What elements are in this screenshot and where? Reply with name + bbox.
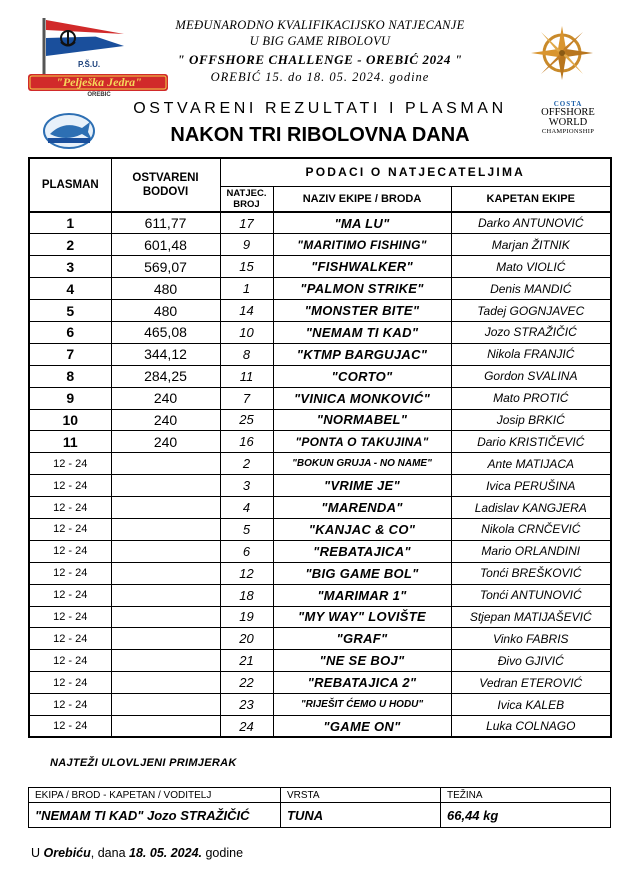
col-header-broj-line1: NATJEC. [226, 187, 267, 199]
competitor-number-cell: 15 [220, 256, 273, 278]
captain-cell: Tonći BREŠKOVIĆ [451, 562, 611, 584]
captain-cell: Stjepan MATIJAŠEVIĆ [451, 606, 611, 628]
team-name-cell: "NEMAM TI KAD" [273, 321, 451, 343]
competitor-number-cell: 14 [220, 300, 273, 322]
catch-col-species: VRSTA [281, 788, 441, 803]
table-row [29, 409, 611, 431]
header-line-event: " OFFSHORE CHALLENGE - OREBIĆ 2024 " [177, 52, 463, 67]
placement-cell: 12 - 24 [29, 584, 111, 606]
captain-cell: Nikola CRNČEVIĆ [451, 518, 611, 540]
points-cell [111, 584, 220, 606]
table-row [29, 606, 611, 628]
placement-cell: 2 [29, 234, 111, 256]
header-line-competition: MEĐUNARODNO KVALIFIKACIJSKO NATJECANJE [175, 18, 465, 32]
placement-cell: 12 - 24 [29, 475, 111, 497]
footer-date: 18. 05. 2024. [129, 846, 202, 860]
competitor-number-cell: 21 [220, 650, 273, 672]
table-row [29, 234, 611, 256]
competitor-number-cell: 8 [220, 343, 273, 365]
placement-cell: 12 - 24 [29, 497, 111, 519]
table-row [29, 497, 611, 519]
points-cell [111, 694, 220, 716]
competitor-number-cell: 12 [220, 562, 273, 584]
biggest-catch-title: NAJTEŽI ULOVLJENI PRIMJERAK [50, 757, 237, 769]
table-row [29, 321, 611, 343]
footer-prefix: U [31, 846, 41, 860]
team-name-cell: "MY WAY" LOVIŠTE [273, 606, 451, 628]
placement-cell: 11 [29, 431, 111, 453]
points-cell [111, 540, 220, 562]
catch-weight: 66,44 kg [441, 803, 611, 828]
team-name-cell: "BOKUN GRUJA - NO NAME" [273, 453, 451, 475]
points-cell: 569,07 [111, 256, 220, 278]
placement-cell: 12 - 24 [29, 562, 111, 584]
captain-cell: Darko ANTUNOVIĆ [451, 212, 611, 234]
team-name-cell: "REBATAJICA 2" [273, 672, 451, 694]
captain-cell: Ivica KALEB [451, 694, 611, 716]
table-row [29, 694, 611, 716]
points-cell [111, 497, 220, 519]
competitor-number-cell: 22 [220, 672, 273, 694]
placement-cell: 12 - 24 [29, 518, 111, 540]
col-header-broj [220, 186, 273, 212]
table-row [29, 387, 611, 409]
competitor-number-cell: 9 [220, 234, 273, 256]
placement-cell: 6 [29, 321, 111, 343]
competitor-number-cell: 10 [220, 321, 273, 343]
team-name-cell: "GRAF" [273, 628, 451, 650]
captain-cell: Josip BRKIĆ [451, 409, 611, 431]
col-header-broj-line2: BROJ [233, 198, 260, 210]
placement-cell: 12 - 24 [29, 453, 111, 475]
team-name-cell: "VRIME JE" [273, 475, 451, 497]
captain-cell: Dario KRISTIČEVIĆ [451, 431, 611, 453]
col-header-plasman: PLASMAN [29, 158, 111, 212]
table-row [29, 562, 611, 584]
table-row [29, 650, 611, 672]
team-name-cell: "FISHWALKER" [273, 256, 451, 278]
team-name-cell: "MA LU" [273, 212, 451, 234]
results-subtitle: NAKON TRI RIBOLOVNA DANA [170, 124, 470, 146]
competitor-number-cell: 5 [220, 518, 273, 540]
competitor-number-cell: 4 [220, 497, 273, 519]
points-cell: 611,77 [111, 212, 220, 234]
team-name-cell: "RIJEŠIT ĆEMO U HODU" [273, 694, 451, 716]
footer-place: Orebiću [43, 846, 91, 860]
points-cell: 344,12 [111, 343, 220, 365]
placement-cell: 12 - 24 [29, 672, 111, 694]
team-name-cell: "BIG GAME BOL" [273, 562, 451, 584]
captain-cell: Mato VIOLIĆ [451, 256, 611, 278]
placement-cell: 12 - 24 [29, 694, 111, 716]
competitor-number-cell: 16 [220, 431, 273, 453]
points-cell [111, 672, 220, 694]
team-name-cell: "MONSTER BITE" [273, 300, 451, 322]
col-header-bodovi-line1: OSTVARENI [132, 172, 199, 184]
captain-cell: Mato PROTIĆ [451, 387, 611, 409]
competitor-number-cell: 25 [220, 409, 273, 431]
points-cell [111, 650, 220, 672]
table-row [29, 715, 611, 737]
placement-cell: 10 [29, 409, 111, 431]
col-header-bodovi [111, 158, 220, 212]
catch-team: "NEMAM TI KAD" Jozo STRAŽIČIĆ [29, 803, 281, 828]
team-name-cell: "CORTO" [273, 365, 451, 387]
team-name-cell: "REBATAJICA" [273, 540, 451, 562]
col-header-kapetan: KAPETAN EKIPE [451, 186, 611, 212]
club-city: OREBIĆ [87, 92, 111, 98]
table-row [29, 278, 611, 300]
competitor-number-cell: 2 [220, 453, 273, 475]
captain-cell: Vinko FABRIS [451, 628, 611, 650]
competitor-number-cell: 19 [220, 606, 273, 628]
costa-line-world: WORLD [548, 117, 588, 128]
table-row [29, 453, 611, 475]
competitor-number-cell: 7 [220, 387, 273, 409]
captain-cell: Denis MANDIĆ [451, 278, 611, 300]
placement-cell: 1 [29, 212, 111, 234]
placement-cell: 3 [29, 256, 111, 278]
table-row [29, 300, 611, 322]
team-name-cell: "PONTA O TAKUJINA" [273, 431, 451, 453]
points-cell: 601,48 [111, 234, 220, 256]
placement-cell: 8 [29, 365, 111, 387]
competitor-number-cell: 17 [220, 212, 273, 234]
table-row [29, 672, 611, 694]
competitor-number-cell: 6 [220, 540, 273, 562]
placement-cell: 7 [29, 343, 111, 365]
table-row [29, 431, 611, 453]
team-name-cell: "MARENDA" [273, 497, 451, 519]
placement-cell: 12 - 24 [29, 606, 111, 628]
captain-cell: Tadej GOGNJAVEC [451, 300, 611, 322]
table-row [29, 256, 611, 278]
competitor-number-cell: 1 [220, 278, 273, 300]
team-name-cell: "NORMABEL" [273, 409, 451, 431]
biggest-catch-table [28, 787, 611, 828]
captain-cell: Nikola FRANJIĆ [451, 343, 611, 365]
footer-date-line [31, 846, 243, 860]
captain-cell: Marjan ŽITNIK [451, 234, 611, 256]
catch-col-weight: TEŽINA [441, 788, 611, 803]
points-cell [111, 518, 220, 540]
points-cell: 240 [111, 409, 220, 431]
catch-col-team: EKIPA / BROD - KAPETAN / VODITELJ [29, 788, 281, 803]
captain-cell: Tonći ANTUNOVIĆ [451, 584, 611, 606]
captain-cell: Mario ORLANDINI [451, 540, 611, 562]
table-row [29, 540, 611, 562]
catch-species: TUNA [281, 803, 441, 828]
placement-cell: 12 - 24 [29, 628, 111, 650]
placement-cell: 12 - 24 [29, 650, 111, 672]
team-name-cell: "NE SE BOJ" [273, 650, 451, 672]
team-name-cell: "KANJAC & CO" [273, 518, 451, 540]
competitor-number-cell: 3 [220, 475, 273, 497]
points-cell: 240 [111, 387, 220, 409]
points-cell: 480 [111, 278, 220, 300]
fish-emblem-logo [42, 112, 96, 150]
competitor-number-cell: 24 [220, 715, 273, 737]
competitor-number-cell: 18 [220, 584, 273, 606]
points-cell: 284,25 [111, 365, 220, 387]
captain-cell: Luka COLNAGO [451, 715, 611, 737]
costa-brand: COSTA [553, 100, 583, 108]
col-header-podaci: PODACI O NATJECATELJIMA [220, 158, 611, 186]
table-row [29, 343, 611, 365]
team-name-cell: "PALMON STRIKE" [273, 278, 451, 300]
placement-cell: 12 - 24 [29, 540, 111, 562]
table-row [29, 365, 611, 387]
captain-cell: Ivica PERUŠINA [451, 475, 611, 497]
club-logo-text: "Pelješka Jedra" [56, 75, 142, 89]
team-name-cell: "MARITIMO FISHING" [273, 234, 451, 256]
footer-middle: , dana [90, 846, 126, 860]
captain-cell: Gordon SVALINA [451, 365, 611, 387]
competitor-number-cell: 23 [220, 694, 273, 716]
competitor-number-cell: 11 [220, 365, 273, 387]
col-header-bodovi-line2: BODOVI [142, 186, 189, 198]
captain-cell: Vedran ETEROVIĆ [451, 672, 611, 694]
compass-rose-logo [527, 24, 597, 82]
costa-line-championship: CHAMPIONSHIP [541, 128, 595, 135]
points-cell: 240 [111, 431, 220, 453]
points-cell [111, 628, 220, 650]
points-cell [111, 475, 220, 497]
points-cell [111, 453, 220, 475]
competitor-number-cell: 20 [220, 628, 273, 650]
placement-cell: 9 [29, 387, 111, 409]
captain-cell: Ladislav KANGJERA [451, 497, 611, 519]
points-cell [111, 606, 220, 628]
col-header-naziv: NAZIV EKIPE / BRODA [273, 186, 451, 212]
captain-cell: Jozo STRAŽIČIĆ [451, 321, 611, 343]
team-name-cell: "KTMP BARGUJAC" [273, 343, 451, 365]
table-row [29, 212, 611, 234]
team-name-cell: "MARIMAR 1" [273, 584, 451, 606]
footer-suffix: godine [205, 846, 244, 860]
costa-championship-logo [522, 100, 614, 146]
header-line-dates: OREBIĆ 15. do 18. 05. 2024. godine [210, 70, 430, 84]
club-name: P.Š.U. [78, 60, 101, 69]
points-cell [111, 562, 220, 584]
table-row [29, 584, 611, 606]
header-line-discipline: U BIG GAME RIBOLOVU [249, 34, 391, 48]
costa-line-offshore: OFFSHORE [541, 107, 595, 118]
table-row [29, 628, 611, 650]
placement-cell: 12 - 24 [29, 715, 111, 737]
captain-cell: Ante MATIJACA [451, 453, 611, 475]
results-title: OSTVARENI REZULTATI I PLASMAN [133, 100, 507, 117]
placement-cell: 5 [29, 300, 111, 322]
points-cell: 480 [111, 300, 220, 322]
results-table [28, 157, 612, 738]
placement-cell: 4 [29, 278, 111, 300]
team-name-cell: "VINICA MONKOVIĆ" [273, 387, 451, 409]
points-cell [111, 715, 220, 737]
table-row [29, 475, 611, 497]
results-body [29, 212, 611, 737]
table-row [29, 518, 611, 540]
team-name-cell: "GAME ON" [273, 715, 451, 737]
points-cell: 465,08 [111, 321, 220, 343]
captain-cell: Đivo GJIVIĆ [451, 650, 611, 672]
